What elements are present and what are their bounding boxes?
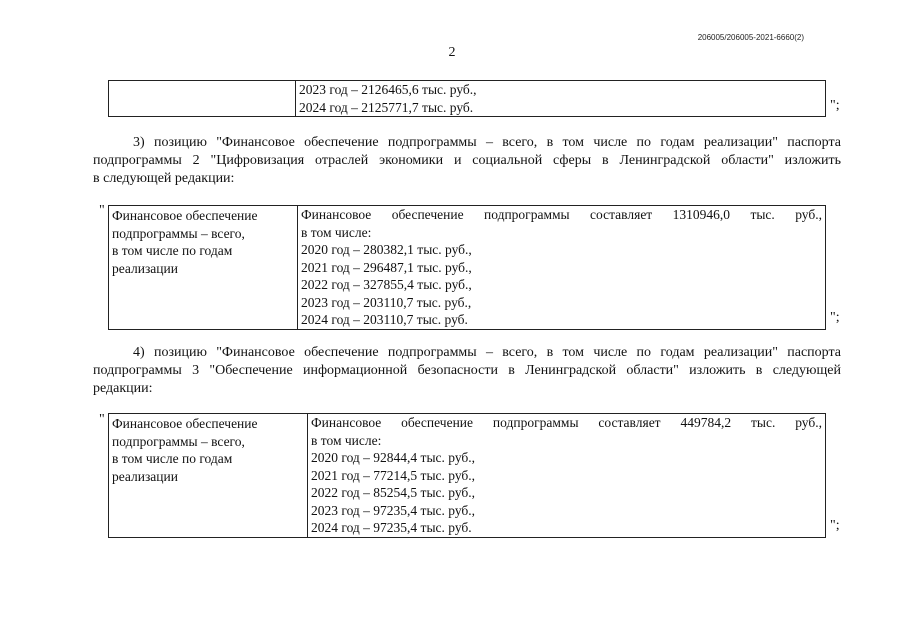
- value-line: 2020 год – 92844,4 тыс. руб.,: [311, 450, 476, 465]
- table-subprogram-3: [108, 413, 826, 538]
- paragraph-line: подпрограммы 2 "Цифровизация отраслей экономики и социальной сферы в Ленинградской области" изложить: [93, 153, 841, 168]
- label-line: в том числе по годам: [112, 243, 233, 258]
- value-line: 2020 год – 280382,1 тыс. руб.,: [301, 242, 472, 257]
- paragraph-line: 4) позицию "Финансовое обеспечение подпрограммы – всего, в том числе по годам реализации" паспорта: [133, 345, 841, 360]
- paragraph-line: подпрограммы 3 "Обеспечение информационной безопасности в Ленинградской области" изложить в следующей: [93, 363, 841, 378]
- table-2-label-cell: [109, 206, 298, 329]
- label-line: Финансовое обеспечение: [112, 208, 258, 223]
- value-line: 2023 год – 97235,4 тыс. руб.,: [311, 502, 476, 518]
- label-line: подпрограммы – всего,: [112, 225, 245, 241]
- table-top-label-cell: [109, 81, 296, 116]
- value-line: в том числе:: [301, 224, 372, 240]
- table-top-line: 2023 год – 2126465,6 тыс. руб.,: [299, 82, 477, 97]
- paragraph-line: редакции:: [93, 381, 153, 396]
- value-line: 2021 год – 77214,5 тыс. руб.,: [311, 467, 476, 483]
- table-top-continuation: [108, 80, 826, 117]
- page-number: 2: [448, 45, 456, 60]
- table-subprogram-2: [108, 205, 826, 330]
- value-line: 2021 год – 296487,1 тыс. руб.,: [301, 259, 472, 275]
- paragraph-line: 3) позицию "Финансовое обеспечение подпрограммы – всего, в том числе по годам реализации" паспорта: [133, 135, 841, 150]
- table-top-line: 2024 год – 2125771,7 тыс. руб.: [299, 99, 474, 115]
- table-3-label-cell: [109, 414, 308, 537]
- opening-quote: ": [99, 203, 105, 218]
- label-line: подпрограммы – всего,: [112, 433, 245, 449]
- value-line: 2023 год – 203110,7 тыс. руб.,: [301, 294, 472, 310]
- closing-quote: ";: [830, 98, 840, 113]
- closing-quote: ";: [830, 310, 840, 325]
- value-line: 2022 год – 327855,4 тыс. руб.,: [301, 277, 472, 292]
- label-line: в том числе по годам: [112, 451, 233, 466]
- closing-quote: ";: [830, 518, 840, 533]
- label-line: Финансовое обеспечение: [112, 416, 258, 431]
- document-id: 206005/206005-2021-6660(2): [697, 33, 804, 42]
- value-line: 2024 год – 203110,7 тыс. руб.: [301, 312, 468, 327]
- table-top-value-cell: [296, 81, 825, 116]
- table-2-value-cell: [298, 206, 825, 329]
- paragraph-4: [93, 344, 841, 398]
- paragraph-line: в следующей редакции:: [93, 171, 235, 186]
- opening-quote: ": [99, 412, 105, 427]
- value-line: 2022 год – 85254,5 тыс. руб.,: [311, 485, 476, 500]
- value-line: в том числе:: [311, 432, 382, 448]
- table-3-value-cell: [308, 414, 825, 537]
- label-line: реализации: [112, 468, 178, 484]
- value-line: Финансовое обеспечение подпрограммы составляет 1310946,0 тыс. руб.,: [301, 207, 822, 222]
- value-line: 2024 год – 97235,4 тыс. руб.: [311, 520, 472, 535]
- label-line: реализации: [112, 260, 178, 276]
- paragraph-3: [93, 134, 841, 188]
- value-line: Финансовое обеспечение подпрограммы составляет 449784,2 тыс. руб.,: [311, 415, 822, 430]
